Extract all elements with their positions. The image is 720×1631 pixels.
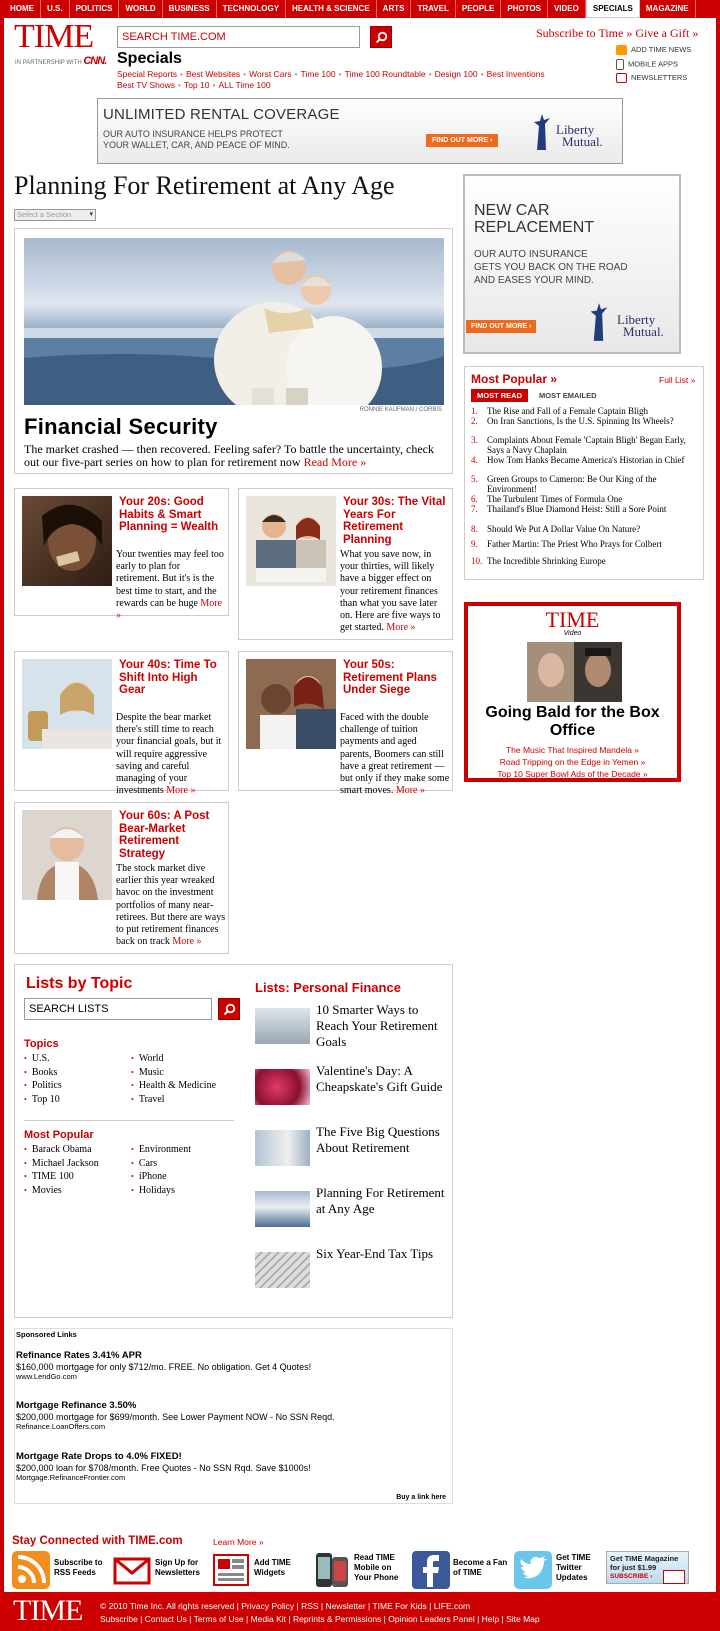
- nav-item-politics[interactable]: POLITICS: [70, 0, 120, 18]
- most-popular-title[interactable]: Most Popular »: [471, 372, 558, 386]
- footer-link[interactable]: Site Map: [506, 1614, 540, 1624]
- most-popular-item-title: The Turbulent Times of Formula One: [487, 494, 623, 504]
- rank-number: 5.: [471, 474, 478, 484]
- card-50s-title[interactable]: Your 50s: Retirement Plans Under Siege: [343, 659, 437, 696]
- topic-link[interactable]: • Michael Jackson: [24, 1157, 99, 1171]
- separator: •: [243, 69, 247, 79]
- time-video-logo: TIME: [545, 607, 600, 632]
- most-popular-item-title: The Incredible Shrinking Europe: [487, 556, 606, 566]
- topic-link[interactable]: • Holidays: [131, 1184, 191, 1198]
- pf-list-item[interactable]: The Five Big Questions About Retirement: [255, 1124, 450, 1179]
- rank-number: 6.: [471, 494, 478, 504]
- card-30s-image[interactable]: [246, 496, 336, 586]
- twitter-link[interactable]: Get TIME Twitter Updates: [514, 1551, 604, 1591]
- nav-item-people[interactable]: PEOPLE: [456, 0, 501, 18]
- card-50s-image[interactable]: [246, 659, 336, 749]
- lists-search-input[interactable]: SEARCH LISTS: [24, 998, 212, 1020]
- separator: •: [212, 80, 216, 90]
- personal-finance-title: Lists: Personal Finance: [255, 980, 401, 995]
- footer-links: [100, 1600, 540, 1626]
- card-50s-text: Faced with the double challenge of tuition payments and aged parents, Boomers can still have a great retirement — but only if they make some smart moves. More »: [340, 712, 450, 797]
- rank-number: 10.: [471, 556, 483, 566]
- separator: |: [186, 1614, 194, 1624]
- statue-of-liberty-icon: [530, 112, 554, 152]
- rank-number: 7.: [471, 504, 478, 514]
- ad-subtext: OUR AUTO INSURANCE HELPS PROTECT YOUR WALLET, CAR, AND PEACE OF MIND.: [103, 129, 290, 150]
- sponsored-link[interactable]: Mortgage Rate Drops to 4.0% FIXED! $200,000 loan for $708/month. Free Quotes - No SSN Rqd. Save $1000s! Mortgage.RefinanceFrontier.com: [16, 1451, 311, 1482]
- topic-link[interactable]: • World: [131, 1052, 216, 1066]
- card-20s-more-link[interactable]: More »: [116, 597, 223, 622]
- pf-thumbnail: [255, 1008, 310, 1044]
- separator: |: [474, 1614, 482, 1624]
- separator: |: [499, 1614, 507, 1624]
- pf-list-item[interactable]: Planning For Retirement at Any Age: [255, 1185, 450, 1240]
- statue-of-liberty-icon: [586, 301, 612, 343]
- rank-number: 4.: [471, 455, 478, 465]
- mobile-icon: [616, 59, 624, 70]
- nav-item-video[interactable]: VIDEO: [548, 0, 586, 18]
- nav-item-technology[interactable]: TECHNOLOGY: [217, 0, 286, 18]
- separator: •: [428, 69, 432, 79]
- card-30s-text: What you save now, in your thirties, will likely have a bigger effect on your retirement finances than what you save later on. Here are five ways to get started. More »: [340, 549, 441, 634]
- read-more-link[interactable]: Read More »: [303, 455, 367, 469]
- separator: •: [294, 69, 298, 79]
- topic-link[interactable]: • Cars: [131, 1157, 191, 1171]
- card-30s: [238, 488, 453, 640]
- tab-most-read[interactable]: MOST READ: [471, 389, 528, 402]
- footer-link[interactable]: Privacy Policy: [241, 1601, 295, 1611]
- add-time-news-link[interactable]: ADD TIME NEWS: [616, 45, 691, 55]
- personal-finance-lists: [255, 980, 450, 1261]
- envelope-icon: [616, 73, 627, 83]
- card-20s-image[interactable]: [22, 496, 112, 586]
- rank-number: 2.: [471, 416, 478, 426]
- top-nav: [4, 0, 716, 18]
- newsletters-signup-link[interactable]: Sign Up for Newsletters: [113, 1551, 208, 1591]
- card-60s-image[interactable]: [22, 810, 112, 900]
- footer-link[interactable]: Contact Us: [144, 1614, 187, 1624]
- phone-icon: [312, 1551, 350, 1589]
- separator: |: [243, 1614, 251, 1624]
- page-title: Planning For Retirement at Any Age: [14, 171, 395, 200]
- topic-link[interactable]: • Politics: [24, 1079, 62, 1093]
- sponsored-link[interactable]: Refinance Rates 3.41% APR $160,000 mortgage for only $712/mo. FREE. No obligation. Get 4 Quotes! www.LendGo.com: [16, 1350, 312, 1381]
- topic-link[interactable]: • Health & Medicine: [131, 1079, 216, 1093]
- twitter-icon: [514, 1551, 552, 1589]
- topic-link[interactable]: • Environment: [131, 1143, 191, 1157]
- video-links: [468, 744, 677, 780]
- most-popular-item-title: Should We Put A Dollar Value On Nature?: [487, 524, 641, 534]
- most-popular-item-title: Complaints About Female 'Captain Bligh' Began Early, Says a Navy Chaplain: [487, 435, 686, 455]
- topic-link[interactable]: • Music: [131, 1066, 216, 1080]
- hero-text: The market crashed — then recovered. Feeling safer? To battle the uncertainty, check out our five-part series on how to plan for retirement now Read More »: [24, 442, 434, 469]
- mobile-apps-link[interactable]: MOBILE APPS: [616, 59, 678, 70]
- most-popular-item[interactable]: [471, 540, 662, 550]
- rss-icon: [12, 1551, 50, 1589]
- nav-item-specials[interactable]: SPECIALS: [586, 0, 640, 18]
- video-label: Video: [563, 630, 582, 637]
- most-popular-item[interactable]: [471, 475, 697, 494]
- card-20s-text: Your twenties may feel too early to plan for retirement. But it's is the best time to start, and the rewards can be huge More »: [116, 549, 224, 622]
- card-20s-title[interactable]: Your 20s: Good Habits & Smart Planning = Wealth: [119, 496, 219, 533]
- lists-title: Lists by Topic: [26, 975, 133, 992]
- liberty-mutual-banner-ad[interactable]: [97, 98, 623, 164]
- most-popular-item[interactable]: [471, 525, 640, 535]
- nav-item-home[interactable]: HOME: [4, 0, 41, 18]
- video-link[interactable]: Road Tripping on the Edge in Yemen »: [499, 757, 646, 767]
- topic-link[interactable]: • Books: [24, 1066, 62, 1080]
- section-link[interactable]: ALL Time 100: [218, 80, 271, 90]
- footer-link[interactable]: Help: [481, 1614, 500, 1624]
- separator: |: [365, 1601, 373, 1611]
- separator: •: [177, 80, 181, 90]
- lists-by-topic: [14, 964, 453, 1318]
- section-select[interactable]: Select a Section ▾: [14, 209, 96, 221]
- tab-most-emailed[interactable]: MOST EMAILED: [539, 391, 597, 400]
- search-icon: [223, 1003, 236, 1016]
- rank-number: 9.: [471, 539, 478, 549]
- section-link[interactable]: Time 100: [300, 69, 336, 79]
- popular-column-1: [24, 1143, 99, 1197]
- section-title: Specials: [117, 50, 182, 67]
- sponsored-links: [14, 1328, 453, 1504]
- card-40s-more-link[interactable]: More »: [166, 785, 196, 797]
- section-links: [117, 69, 587, 91]
- footer: [4, 1592, 716, 1631]
- rank-number: 1.: [471, 406, 478, 416]
- topic-link[interactable]: • Travel: [131, 1093, 216, 1107]
- nav-item-travel[interactable]: TRAVEL: [411, 0, 455, 18]
- hero-headline[interactable]: Financial Security: [24, 414, 218, 439]
- footer-link[interactable]: Terms of Use: [193, 1614, 244, 1624]
- nav-item-arts[interactable]: ARTS: [377, 0, 412, 18]
- footer-link[interactable]: LIFE.com: [433, 1601, 471, 1611]
- card-40s-image[interactable]: [22, 659, 112, 749]
- most-popular-item-title: How Tom Hanks Became America's Historian in Chief: [487, 455, 685, 465]
- liberty-mutual-logo: Liberty Mutual.: [617, 312, 664, 339]
- facebook-link[interactable]: Become a Fan of TIME: [412, 1551, 512, 1591]
- sponsored-link[interactable]: Mortgage Refinance 3.50% $200,000 mortgage for $699/month. See Lower Payment NOW - No SSN Reqd. Refinance.LoanOffers.com: [16, 1400, 335, 1431]
- separator: |: [426, 1601, 434, 1611]
- topic-link[interactable]: • Movies: [24, 1184, 99, 1198]
- most-popular-item-title: Father Martin: The Priest Who Prays for Colbert: [487, 539, 662, 549]
- section-link[interactable]: Best Inventions: [486, 69, 545, 79]
- most-popular-lists-heading: Most Popular: [24, 1129, 94, 1141]
- card-60s-title[interactable]: Your 60s: A Post Bear-Market Retirement Strategy: [119, 810, 210, 860]
- video-headline[interactable]: Going Bald for the Box Office: [485, 704, 660, 739]
- section-link[interactable]: Worst Cars: [249, 69, 292, 79]
- pf-list-item[interactable]: Six Year-End Tax Tips: [255, 1246, 450, 1301]
- most-popular: [464, 366, 704, 580]
- footer-link[interactable]: Opinion Leaders Panel: [388, 1614, 475, 1624]
- side-ad-headline: NEW CAR REPLACEMENT: [474, 202, 595, 236]
- most-popular-item[interactable]: [471, 436, 697, 455]
- footer-time-logo[interactable]: TIME: [13, 1594, 83, 1627]
- card-40s-title[interactable]: Your 40s: Time To Shift Into High Gear: [119, 659, 217, 696]
- separator: •: [480, 69, 484, 79]
- photo-credit: RONNIE KAUFMAN / CORBIS: [359, 407, 442, 413]
- footer-link[interactable]: Subscribe: [100, 1614, 138, 1624]
- search-icon: [375, 31, 388, 44]
- card-30s-more-link[interactable]: More »: [386, 622, 416, 634]
- topic-link[interactable]: • Barack Obama: [24, 1143, 99, 1157]
- stay-connected-title: Stay Connected with TIME.com: [12, 1535, 183, 1547]
- topics-heading: Topics: [24, 1038, 59, 1050]
- section-link[interactable]: Time 100 Roundtable: [344, 69, 426, 79]
- footer-link[interactable]: Media Kit: [250, 1614, 287, 1624]
- section-link[interactable]: Best TV Shows: [117, 80, 175, 90]
- topic-link[interactable]: • TIME 100: [24, 1170, 99, 1184]
- separator: |: [286, 1614, 293, 1624]
- popular-column-2: [131, 1143, 191, 1197]
- pf-thumbnail: [255, 1069, 310, 1105]
- most-popular-item-title: Thailand's Blue Diamond Heist: Still a Sore Point: [487, 504, 667, 514]
- side-ad-subtext: OUR AUTO INSURANCE GETS YOU BACK ON THE ROAD AND EASES YOUR MIND.: [474, 249, 628, 286]
- time-logo[interactable]: TIME: [14, 18, 94, 55]
- most-popular-item-title: Green Groups to Cameron: Be Our King of the Environment!: [487, 474, 657, 494]
- full-list-link[interactable]: Full List »: [659, 375, 696, 385]
- chevron-down-icon: ▾: [89, 211, 93, 218]
- most-popular-item-title: The Rise and Fall of a Female Captain Bligh: [487, 406, 648, 416]
- search-input[interactable]: SEARCH TIME.COM: [117, 26, 360, 48]
- hero-feature: [14, 228, 453, 474]
- section-link[interactable]: Special Reports: [117, 69, 178, 79]
- separator: |: [137, 1614, 145, 1624]
- magazine-cover-icon: [663, 1570, 685, 1584]
- card-30s-title[interactable]: Your 30s: The Vital Years For Retirement Planning: [343, 496, 446, 546]
- separator: |: [234, 1601, 242, 1611]
- envelope-icon: [113, 1551, 151, 1589]
- nav-item-health-science[interactable]: HEALTH & SCIENCE: [286, 0, 377, 18]
- video-link[interactable]: Top 10 Super Bowl Ads of the Decade »: [497, 769, 648, 779]
- nav-item-u-s-[interactable]: U.S.: [41, 0, 70, 18]
- separator: •: [338, 69, 342, 79]
- footer-link[interactable]: TIME For Kids: [372, 1601, 427, 1611]
- separator: |: [381, 1614, 389, 1624]
- topics-column-2: [131, 1052, 216, 1106]
- sponsored-title: Sponsored Links: [16, 1330, 77, 1339]
- footer-link[interactable]: Newsletter: [325, 1601, 366, 1611]
- subscribe-button[interactable]: SUBSCRIBE ›: [610, 1573, 653, 1580]
- section-link[interactable]: Top 10: [183, 80, 210, 90]
- facebook-icon: [412, 1551, 450, 1589]
- card-20s: [14, 488, 229, 622]
- mobile-link[interactable]: Read TIME Mobile on Your Phone: [312, 1551, 407, 1591]
- card-50s: [238, 651, 453, 797]
- most-popular-item[interactable]: [471, 557, 606, 567]
- liberty-mutual-logo: Liberty Mutual.: [556, 122, 603, 149]
- side-find-out-more-button[interactable]: FIND OUT MORE ›: [466, 320, 536, 333]
- rss-icon: [616, 45, 627, 55]
- lists-search-button[interactable]: [218, 998, 240, 1020]
- pf-list-item[interactable]: 10 Smarter Ways to Reach Your Retirement Goals: [255, 1002, 450, 1057]
- search-button[interactable]: [370, 26, 392, 48]
- pf-thumbnail: [255, 1130, 310, 1166]
- nav-item-photos[interactable]: PHOTOS: [501, 0, 548, 18]
- liberty-mutual-side-ad[interactable]: [463, 174, 681, 354]
- card-60s-text: The stock market dive earlier this year wreaked havoc on the investment portfolios of many near-retirees. But there are ways to put retirement finances back on track More »: [116, 863, 226, 948]
- newsletters-link[interactable]: NEWSLETTERS: [616, 73, 687, 83]
- most-popular-item[interactable]: [471, 417, 674, 427]
- separator: |: [294, 1601, 302, 1611]
- hero-image-retired-couple[interactable]: [24, 238, 444, 405]
- nav-item-business[interactable]: BUSINESS: [163, 0, 217, 18]
- topic-link[interactable]: • iPhone: [131, 1170, 191, 1184]
- separator: •: [180, 69, 183, 79]
- footer-link[interactable]: RSS: [301, 1601, 319, 1611]
- footer-link: © 2010 Time Inc. All rights reserved: [100, 1601, 235, 1611]
- section-link[interactable]: Design 100: [434, 69, 478, 79]
- topic-link[interactable]: • Top 10: [24, 1093, 62, 1107]
- card-40s-text: Despite the bear market there's still time to reach your financial goals, but it will require aggressive saving and careful managing of your investments More »: [116, 712, 222, 797]
- cnn-partner: IN PARTNERSHIP WITH CNN.: [15, 55, 107, 67]
- footer-link[interactable]: Reprints & Permissions: [292, 1614, 382, 1624]
- card-40s: [14, 651, 229, 797]
- find-out-more-button[interactable]: FIND OUT MORE ›: [426, 134, 498, 147]
- time-video-promo: [464, 602, 681, 782]
- rank-number: 3.: [471, 435, 478, 445]
- ad-headline: UNLIMITED RENTAL COVERAGE: [103, 106, 340, 123]
- buy-a-link[interactable]: Buy a link here: [396, 1494, 446, 1501]
- pf-thumbnail: [255, 1191, 310, 1227]
- video-thumbnail[interactable]: [527, 642, 622, 702]
- rss-feeds-link[interactable]: Subscribe to RSS Feeds: [12, 1551, 112, 1591]
- topic-link[interactable]: • U.S.: [24, 1052, 62, 1066]
- pf-thumbnail: [255, 1252, 310, 1288]
- topics-column-1: [24, 1052, 62, 1106]
- section-link[interactable]: Best Websites: [186, 69, 241, 79]
- subscribe-link[interactable]: Subscribe to Time » Give a Gift »: [536, 26, 699, 40]
- video-link[interactable]: The Music That Inspired Mandela »: [505, 745, 640, 755]
- nav-item-magazine[interactable]: MAGAZINE: [640, 0, 696, 18]
- widgets-link[interactable]: Add TIME Widgets: [212, 1551, 307, 1591]
- separator: |: [318, 1601, 326, 1611]
- divider: [24, 1120, 234, 1121]
- learn-more-link[interactable]: Learn More »: [213, 1537, 264, 1547]
- rank-number: 8.: [471, 524, 478, 534]
- card-60s-more-link[interactable]: More »: [172, 936, 202, 948]
- card-50s-more-link[interactable]: More »: [395, 785, 425, 797]
- most-popular-item-title: On Iran Sanctions, Is the U.S. Spinning Its Wheels?: [487, 416, 674, 426]
- pf-list-item[interactable]: Valentine's Day: A Cheapskate's Gift Guide: [255, 1063, 450, 1118]
- most-popular-item[interactable]: [471, 505, 666, 515]
- card-60s: [14, 802, 229, 954]
- most-popular-item[interactable]: [471, 456, 685, 466]
- widgets-icon: [212, 1551, 250, 1589]
- magazine-subscribe-promo[interactable]: Get TIME Magazine for just $1.99 SUBSCRIBE ›: [606, 1551, 689, 1584]
- nav-item-world[interactable]: WORLD: [119, 0, 162, 18]
